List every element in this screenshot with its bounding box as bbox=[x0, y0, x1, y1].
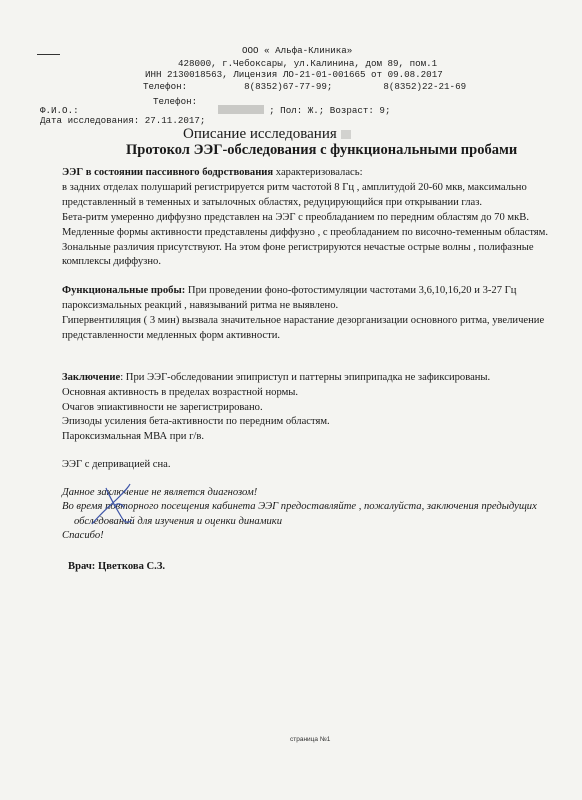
page-number: страница №1 bbox=[290, 736, 331, 743]
passive-line-4: Медленные формы активности представлены диффузно , с преобладанием по височно-теменным областям. bbox=[62, 227, 549, 238]
redacted-mark bbox=[341, 130, 351, 139]
passive-line-6: комплексы диффузно. bbox=[62, 256, 161, 267]
conclusion-line-3: Эпизоды усиления бета-активности по передним областям. bbox=[62, 416, 330, 427]
signature-scribble bbox=[88, 480, 148, 530]
redacted-name bbox=[218, 105, 264, 114]
phone-label: Телефон: bbox=[143, 81, 188, 92]
passive-line-5: Зональные различия присутствуют. На этом фоне регистрируются нечастые острые волны , полифазные bbox=[62, 242, 534, 253]
corner-dash bbox=[37, 54, 60, 55]
conclusion-line-4: Пароксизмальная МВА при г/в. bbox=[62, 431, 205, 442]
phone-1: 8(8352)67-77-99; bbox=[244, 81, 333, 92]
phone-2: 8(8352)22-21-69 bbox=[383, 81, 467, 92]
functional-line-2: Гипервентиляция ( 3 мин) вызвала значительное нарастание дезорганизации основного ритма, увеличение bbox=[62, 315, 545, 326]
fio-label: Ф.И.О.: bbox=[40, 105, 79, 116]
passive-line-3: Бета-ритм умеренно диффузно представлен на ЭЭГ с преобладанием по передним областям до 70 мкВ. bbox=[62, 212, 529, 223]
notice-line-0: Данное заключение не является диагнозом! bbox=[62, 487, 258, 498]
functional-heading: Функциональные пробы: bbox=[62, 285, 186, 296]
sex-age: ; Пол: Ж.; Возраст: 9; bbox=[269, 105, 391, 116]
doctor-row bbox=[68, 561, 165, 572]
passive-line-0: ЭЭГ в состоянии пассивного бодрствования характеризовалась: bbox=[62, 167, 363, 178]
exam-date: Дата исследования: 27.11.2017; bbox=[40, 115, 206, 126]
org-name: ООО « Альфа-Клиника» bbox=[242, 45, 353, 56]
conclusion-line-0: Заключение: При ЭЭГ-обследовании эпиприступ и паттерны эпиприпадка не зафиксированы. bbox=[62, 372, 491, 383]
passive-heading: ЭЭГ в состоянии пассивного бодрствования bbox=[62, 167, 274, 178]
protocol-title: Протокол ЭЭГ-обследования с функциональными пробами bbox=[126, 142, 518, 158]
conclusion-line-1: Основная активность в пределах возрастной нормы. bbox=[62, 387, 299, 398]
notice-line-3: Спасибо! bbox=[62, 530, 104, 541]
functional-line-3: представленности медленных форм активности. bbox=[62, 330, 281, 341]
org-address: 428000, г.Чебоксары, ул.Калинина, дом 89, пом.1 bbox=[178, 58, 438, 69]
notice-line-2: обследований для изучения и оценки динамики bbox=[74, 516, 283, 527]
passive-line-2: представленный в теменных и затылочных областях, редуцирующийся при открывании глаз. bbox=[62, 197, 483, 208]
doctor-name: Цветкова С.З. bbox=[98, 561, 166, 572]
functional-line-1: пароксизмальных реакций , навязываний ритма не выявлено. bbox=[62, 300, 339, 311]
functional-line-0: Функциональные пробы: При проведении фоно-фотостимуляции частотами 3,6,10,16,20 и 3-27 Гц bbox=[62, 285, 517, 296]
conclusion-line-2: Очагов эпиактивности не зарегистрировано. bbox=[62, 402, 263, 413]
phone-row bbox=[143, 81, 466, 92]
doctor-label: Врач: bbox=[68, 561, 96, 572]
org-license: ИНН 2130018563, Лицензия ЛО-21-01-001665 от 09.08.2017 bbox=[145, 69, 443, 80]
description-title: Описание исследования bbox=[183, 126, 351, 143]
conclusion-heading: Заключение bbox=[62, 372, 121, 383]
conclusion-line-5: ЭЭГ с депривацией сна. bbox=[62, 459, 171, 470]
passive-line-1: в задних отделах полушарий регистрируется ритм частотой 8 Гц , амплитудой 20-60 мкв, максимально bbox=[62, 182, 527, 193]
notice-line-1: Во время повторного посещения кабинета ЭЭГ предоставляйте , пожалуйста, заключения предыдущих bbox=[62, 501, 537, 512]
phone-label-2: Телефон: bbox=[153, 96, 198, 107]
